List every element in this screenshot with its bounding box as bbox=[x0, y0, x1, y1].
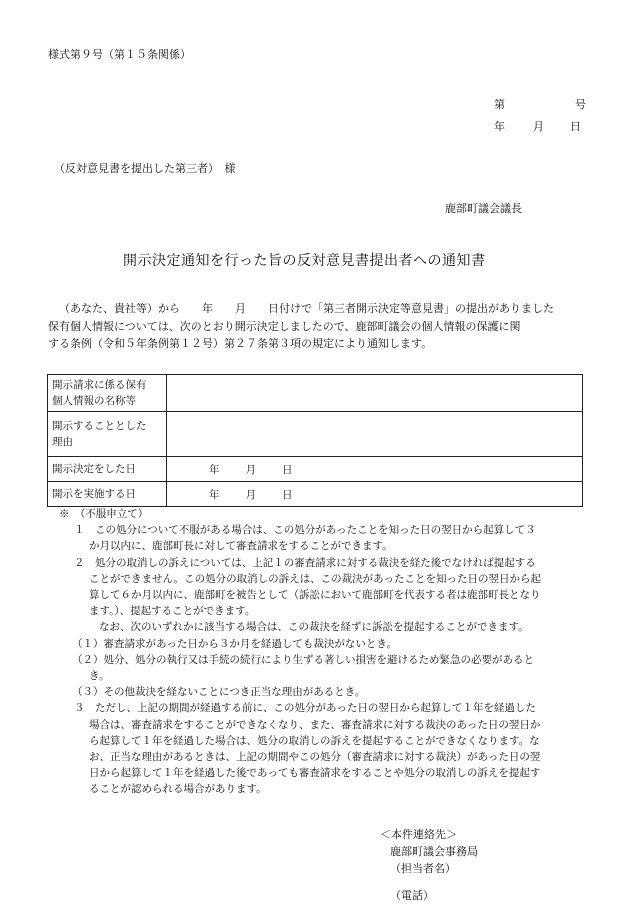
note-line: 場合は、審査請求をすることができなくなり、また、審査請求に対する裁決のあった日の翌日か bbox=[89, 718, 541, 731]
decision-date-month: 月 bbox=[245, 463, 256, 476]
note-line: ３ ただし、上記の期間が経過する前に、この処分があった日の翌日から起算して１年を経過した bbox=[74, 702, 536, 715]
note-line: お、正当な理由があるときは、上記の期間やこの処分（審査請求に対する裁決）があった日の翌 bbox=[89, 751, 541, 764]
contact-block bbox=[380, 826, 478, 904]
date-month: 月 bbox=[533, 120, 544, 133]
row-label: 開示を実施する日 bbox=[48, 482, 167, 507]
note-line: 日から起算して１年を経過した後であっても審査請求をすることや処分の取消しの訴えを提起す bbox=[89, 767, 541, 780]
note-line: ます。）、提起することができます。 bbox=[89, 605, 256, 618]
row-value bbox=[167, 412, 583, 457]
decision-date-day: 日 bbox=[282, 463, 293, 476]
note-line: 算して６か月以内に、鹿部町を被告として（訴訟において鹿部町を代表する者は鹿部町長となり bbox=[89, 589, 541, 602]
intro-line: 保有個人情報については、次のとおり開示決定しましたので、鹿部町議会の個人情報の保護に関 bbox=[48, 319, 521, 333]
addressee: （反対意見書を提出した第三者） 様 bbox=[54, 162, 236, 175]
appeal-notes bbox=[47, 506, 607, 798]
decision-date-year: 年 bbox=[209, 463, 220, 476]
intro-line: （あなた、貴社等）から 年 月 日付けで「第三者開示決定等意見書」の提出がありました bbox=[59, 302, 554, 315]
doc-number-dai: 第 bbox=[494, 98, 505, 111]
note-line: なお、次のいずれかに該当する場合は、この裁決を経ずに訴訟を提起することができます。 bbox=[99, 621, 529, 634]
row-label bbox=[48, 375, 167, 412]
row-label: 開示決定をした日 bbox=[48, 457, 167, 482]
note-line: ら起算して１年を経過した場合は、処分の取消しの訴えを提起することができなくなります。な bbox=[89, 734, 540, 747]
intro-paragraph bbox=[48, 300, 596, 353]
table-row bbox=[48, 457, 583, 482]
row-label-line: 理由 bbox=[52, 436, 73, 448]
implementation-date-day: 日 bbox=[282, 488, 293, 501]
issuer: 鹿部町議会議長 bbox=[445, 202, 522, 215]
row-label-line: 開示請求に係る保有 bbox=[52, 379, 147, 391]
note-line: ２ 処分の取消しの訴えについては、上記１の審査請求に対する裁決を経た後でなければ提起する bbox=[74, 556, 536, 569]
info-table bbox=[47, 374, 583, 507]
implementation-date-month: 月 bbox=[245, 488, 256, 501]
row-label bbox=[48, 412, 167, 457]
note-line: （１）審査請求があった日から３か月を経過しても裁決がないとき。 bbox=[72, 637, 397, 650]
notes-header: ※ （不服申立て） bbox=[59, 508, 149, 520]
row-value bbox=[167, 482, 583, 507]
form-number: 様式第９号（第１５条関係） bbox=[48, 48, 191, 61]
table-row bbox=[48, 482, 583, 507]
row-label-line: 個人情報の名称等 bbox=[52, 395, 136, 407]
row-value bbox=[167, 375, 583, 412]
implementation-date-year: 年 bbox=[209, 488, 220, 501]
date-day: 日 bbox=[570, 120, 581, 133]
date-year: 年 bbox=[494, 120, 505, 133]
note-line: か月以内に、鹿部町長に対して審査請求をすることができます。 bbox=[89, 540, 393, 553]
document-title: 開示決定通知を行った旨の反対意見書提出者への通知書 bbox=[123, 253, 486, 269]
note-line: （３）その他裁決を経ないことにつき正当な理由があるとき。 bbox=[72, 686, 366, 699]
note-line: ることが認められる場合があります。 bbox=[89, 783, 267, 796]
note-line: ことができません。この処分の取消しの訴えは、この裁決があったことを知った日の翌日から起 bbox=[89, 572, 542, 585]
table-row bbox=[48, 412, 583, 457]
intro-line: する条例（令和５年条例第１２号）第２７条第３項の規定により通知します。 bbox=[48, 337, 433, 350]
contact-person: （担当者名） bbox=[390, 862, 456, 875]
doc-number-go: 号 bbox=[575, 98, 586, 111]
contact-phone: （電話） bbox=[390, 889, 434, 902]
contact-office: 鹿部町議会事務局 bbox=[390, 845, 478, 858]
note-line: １ この処分について不服がある場合は、この処分があったことを知った日の翌日から起算して３ bbox=[74, 524, 536, 537]
row-label-line: 開示することとした bbox=[52, 420, 147, 432]
note-line: き。 bbox=[89, 670, 110, 683]
note-line: （２）処分、処分の執行又は手続の続行により生ずる著しい損害を避けるため緊急の必要があると bbox=[72, 653, 534, 666]
table-row bbox=[48, 375, 583, 412]
row-value bbox=[167, 457, 583, 482]
contact-header: ＜本件連絡先＞ bbox=[380, 828, 457, 841]
